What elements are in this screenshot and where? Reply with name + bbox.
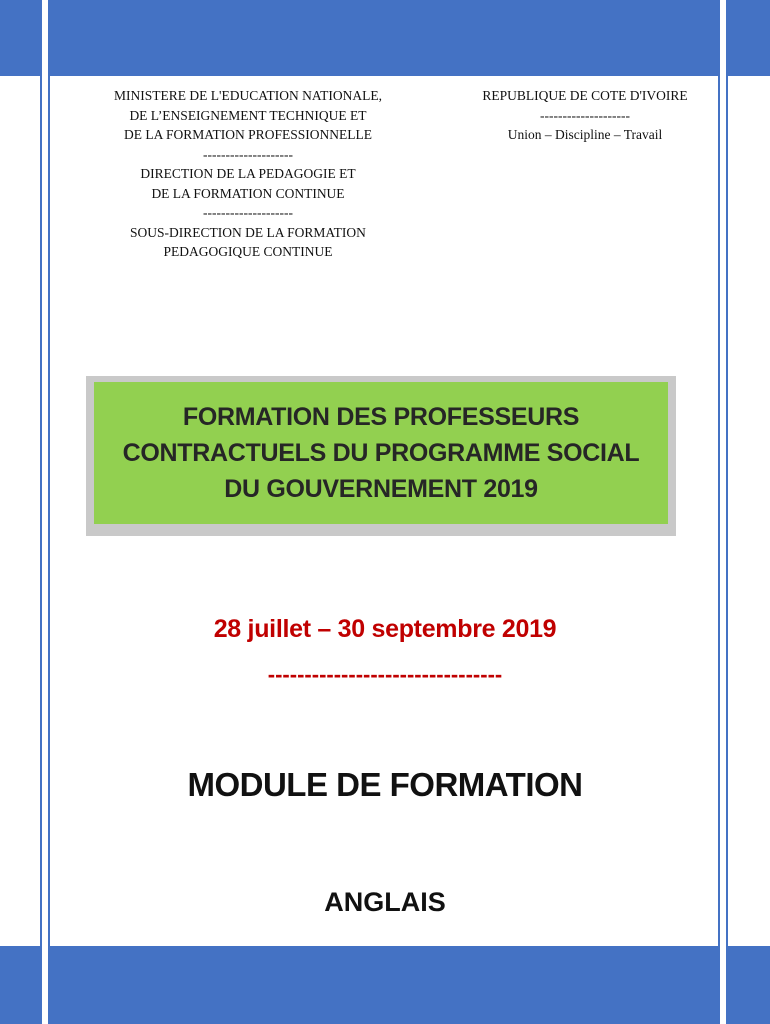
ministry-separator: -------------------- [203, 205, 293, 220]
ministry-line: DE LA FORMATION CONTINUE [151, 185, 345, 201]
frame-line-right-outer [726, 0, 728, 1024]
title-line: CONTRACTUELS DU PROGRAMME SOCIAL [122, 439, 640, 467]
left-band-bottom [0, 946, 40, 1024]
frame-line-right-inner [718, 0, 720, 1024]
module-subject: ANGLAIS [324, 887, 446, 917]
ministry-line: DIRECTION DE LA PEDAGOGIE ET [140, 166, 356, 181]
module-heading: MODULE DE FORMATION [187, 766, 583, 803]
right-band-bottom [728, 946, 770, 1024]
left-band-top [0, 0, 40, 76]
bottom-band [50, 946, 718, 1024]
ministry-line: PEDAGOGIQUE CONTINUE [163, 244, 333, 259]
title-box [94, 382, 668, 524]
date-range: 28 juillet – 30 septembre 2019 [213, 615, 557, 643]
republic-motto: Union – Discipline – Travail [507, 127, 663, 142]
ministry-line: SOUS-DIRECTION DE LA FORMATION [130, 224, 366, 240]
title-line: FORMATION DES PROFESSEURS [182, 403, 580, 431]
republic-header [440, 86, 730, 145]
ministry-separator: -------------------- [203, 146, 293, 162]
ministry-line: MINISTERE DE L'EDUCATION NATIONALE, [114, 88, 382, 103]
date-separator: -------------------------------- [267, 662, 503, 687]
frame-line-left-outer [40, 0, 42, 1024]
title-line: DU GOUVERNEMENT 2019 [224, 475, 538, 503]
ministry-line: DE L’ENSEIGNEMENT TECHNIQUE ET [129, 107, 367, 123]
ministry-header [78, 86, 418, 262]
republic-name: REPUBLIQUE DE COTE D'IVOIRE [482, 88, 688, 103]
top-band [50, 0, 718, 76]
frame-line-left-inner [48, 0, 50, 1024]
ministry-line: DE LA FORMATION PROFESSIONNELLE [124, 127, 372, 142]
republic-separator: -------------------- [540, 107, 630, 123]
right-band-top [728, 0, 770, 76]
